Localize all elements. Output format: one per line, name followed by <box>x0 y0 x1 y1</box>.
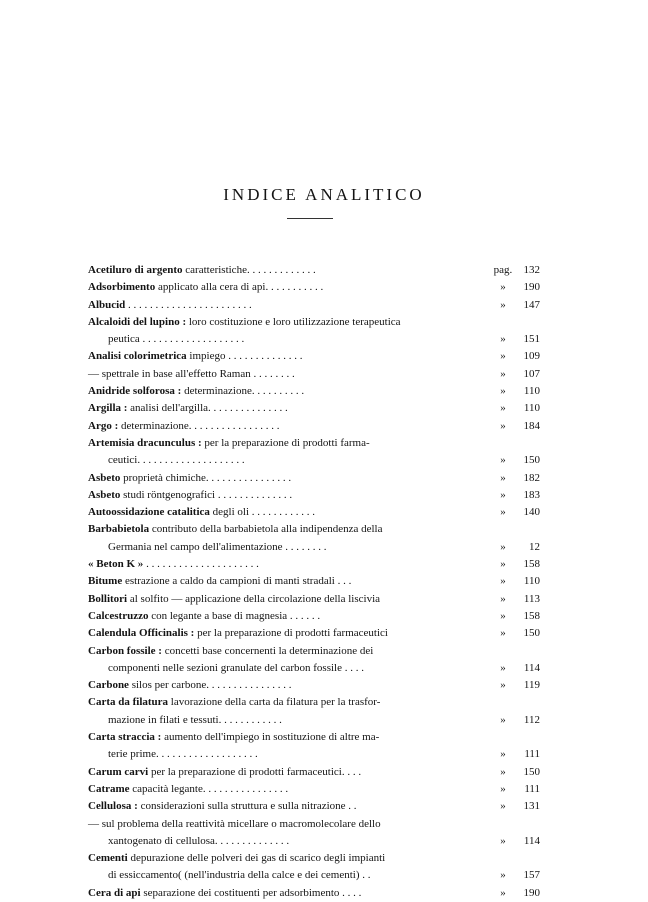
entry-page-number: 184 <box>523 419 540 432</box>
entry-page-prefix: » <box>500 298 506 311</box>
entry-term: Autoossidazione catalitica <box>88 506 210 519</box>
entry-description: . . . . . . . . . . . . . . . . . . . . . . . <box>125 298 252 311</box>
entry-description: separazione dei costituenti per adsorbimento . . . . <box>140 886 362 899</box>
entry-term: Carum carvi <box>88 765 149 778</box>
entry-description: contributo della barbabietola alla indipendenza della <box>149 523 383 536</box>
entry-page-number: 12 <box>529 540 540 553</box>
entry-page-number: 113 <box>523 592 540 605</box>
entry-page-number: 110 <box>523 402 540 415</box>
entry-page-number: 107 <box>523 367 540 380</box>
index-entry <box>88 798 540 815</box>
index-entry <box>88 348 540 365</box>
entry-description: lavorazione della carta da filatura per la trasfor- <box>168 696 381 709</box>
entry-page-prefix: » <box>500 627 506 640</box>
title-underline <box>287 218 333 219</box>
entry-page-prefix: » <box>500 419 506 432</box>
entry-page-prefix: » <box>500 748 506 761</box>
entry-page-number: 111 <box>524 782 540 795</box>
entry-description: depurazione delle polveri dei gas di scarico degli impianti <box>127 852 386 865</box>
entry-description: considerazioni sulla struttura e sulla nitrazione . . <box>137 800 357 813</box>
entry-description: con legante a base di magnesia . . . . . . <box>148 609 321 622</box>
entry-page-prefix: » <box>500 402 506 415</box>
entry-page-number: 150 <box>523 454 540 467</box>
entry-page-number: 114 <box>523 834 540 847</box>
entry-description: per la preparazione di prodotti farma- <box>201 436 370 449</box>
index-entry <box>88 297 540 314</box>
index-entry <box>88 556 540 573</box>
index-entry <box>88 625 540 642</box>
entry-description: applicato alla cera di api. . . . . . . . . . . <box>155 281 324 294</box>
entry-term: Argo : <box>88 419 119 432</box>
entry-page-number: 190 <box>523 281 540 294</box>
entry-page-prefix: » <box>500 592 506 605</box>
entry-term: Carbone <box>88 679 129 692</box>
entry-description: al solfito — applicazione della circolazione della liscivia <box>127 592 381 605</box>
entry-page-prefix: » <box>500 679 506 692</box>
entry-description: ceutici. . . . . . . . . . . . . . . . . . . . <box>108 454 245 467</box>
entry-page-number: 112 <box>523 713 540 726</box>
entry-page-prefix: » <box>500 800 506 813</box>
entry-description: loro costituzione e loro utilizzazione terapeutica <box>186 315 401 328</box>
entry-page-number: 114 <box>523 661 540 674</box>
entry-term: Carta da filatura <box>88 696 169 709</box>
entry-term: Barbabietola <box>88 523 150 536</box>
entry-term: Argilla : <box>88 402 128 415</box>
entry-page-number: 158 <box>523 609 540 622</box>
index-list <box>88 262 540 902</box>
entry-description: mazione in filati e tessuti. . . . . . . . . . . . <box>108 713 282 726</box>
index-entry <box>88 504 540 521</box>
entry-description: — spettrale in base all'effetto Raman . . . . . . . . <box>88 367 295 380</box>
entry-description: caratteristiche. . . . . . . . . . . . . <box>182 264 316 276</box>
entry-description: silos per carbone. . . . . . . . . . . . . . . . <box>128 679 292 692</box>
entry-description: studi röntgenografici . . . . . . . . . . . . . . <box>120 488 293 501</box>
entry-page-number: 151 <box>523 333 540 346</box>
entry-description: per la preparazione di prodotti farmaceutici. . . . <box>148 765 362 778</box>
entry-page-prefix: pag. <box>493 264 513 276</box>
entry-description: componenti nelle sezioni granulate del carbon fossile . . . . <box>108 661 364 674</box>
index-entry <box>88 694 540 711</box>
entry-page-number: 158 <box>523 558 540 571</box>
entry-page-prefix: » <box>500 782 506 795</box>
entry-page-prefix: » <box>500 506 506 519</box>
index-entry-continuation <box>88 660 540 677</box>
index-entry <box>88 314 540 331</box>
entry-page-prefix: » <box>500 869 506 882</box>
entry-term: Alcaloidi del lupino : <box>88 315 187 328</box>
index-entry-continuation <box>88 746 540 763</box>
entry-term: Artemisia dracunculus : <box>88 436 202 449</box>
index-entry <box>88 366 540 383</box>
entry-description: peutica . . . . . . . . . . . . . . . . . . . <box>108 333 245 346</box>
entry-description: terie prime. . . . . . . . . . . . . . . . . . . <box>108 748 258 761</box>
entry-term: Analisi colorimetrica <box>88 350 187 363</box>
index-entry <box>88 764 540 781</box>
entry-page-prefix: » <box>500 281 506 294</box>
index-entry <box>88 400 540 417</box>
entry-page-prefix: » <box>500 350 506 363</box>
index-entry <box>88 781 540 798</box>
entry-page-prefix: » <box>500 540 506 553</box>
index-entry <box>88 487 540 504</box>
entry-description: capacità legante. . . . . . . . . . . . . . . . <box>129 782 289 795</box>
entry-description: xantogenato di cellulosa. . . . . . . . . . . . . . <box>108 834 290 847</box>
entry-page-prefix: » <box>500 886 506 899</box>
entry-page-prefix: » <box>500 713 506 726</box>
entry-page-prefix: » <box>500 558 506 571</box>
entry-term: Carta straccia : <box>88 731 162 744</box>
entry-page-prefix: » <box>500 609 506 622</box>
entry-description: . . . . . . . . . . . . . . . . . . . . . <box>143 558 259 571</box>
entry-description: Germania nel campo dell'alimentazione . . . . . . . . <box>108 540 327 553</box>
entry-term: Cellulosa : <box>88 800 138 813</box>
entry-page-prefix: » <box>500 454 506 467</box>
entry-description: per la preparazione di prodotti farmaceutici <box>194 627 388 640</box>
index-entry <box>88 643 540 660</box>
entry-description: impiego . . . . . . . . . . . . . . <box>186 350 303 363</box>
page-title: INDICE ANALITICO <box>223 185 425 204</box>
index-entry <box>88 279 540 296</box>
index-entry <box>88 262 540 279</box>
entry-page-number: 110 <box>523 385 540 398</box>
entry-term: Cementi <box>88 852 128 865</box>
entry-description: — sul problema della reattività micellare o macromolecolare dello <box>88 817 381 830</box>
index-entry <box>88 850 540 867</box>
entry-page-prefix: » <box>500 834 506 847</box>
index-entry-continuation <box>88 833 540 850</box>
entry-page-number: 119 <box>523 679 540 692</box>
entry-term: Bollitori <box>88 592 128 605</box>
entry-term: Carbon fossile : <box>88 644 162 657</box>
entry-term: Asbeto <box>88 488 121 501</box>
entry-page-prefix: » <box>500 575 506 588</box>
index-entry <box>88 418 540 435</box>
index-entry-continuation <box>88 867 540 884</box>
entry-page-number: 157 <box>523 869 540 882</box>
index-entry <box>88 383 540 400</box>
entry-page-prefix: » <box>500 765 506 778</box>
entry-description: determinazione. . . . . . . . . . . . . . . . . <box>118 419 280 432</box>
index-entry <box>88 816 540 833</box>
entry-term: Adsorbimento <box>88 281 156 294</box>
entry-term: Anidride solforosa : <box>88 385 182 398</box>
entry-page-number: 110 <box>523 575 540 588</box>
index-entry-continuation <box>88 331 540 348</box>
entry-description: aumento dell'impiego in sostituzione di altre ma- <box>161 731 380 744</box>
index-entry-continuation <box>88 539 540 556</box>
index-entry <box>88 608 540 625</box>
entry-term: Cera di api <box>88 886 141 899</box>
entry-description: estrazione a caldo da campioni di manti stradali . . . <box>122 575 352 588</box>
entry-page-number: 132 <box>523 264 540 276</box>
entry-page-prefix: » <box>500 471 506 484</box>
entry-page-prefix: » <box>500 385 506 398</box>
entry-description: di essiccamento( (nell'industria della calce e dei cementi) . . <box>108 869 371 882</box>
entry-page-prefix: » <box>500 333 506 346</box>
entry-page-number: 131 <box>523 800 540 813</box>
entry-page-number: 111 <box>524 748 540 761</box>
entry-page-number: 147 <box>523 298 540 311</box>
entry-term: Calcestruzzo <box>88 609 149 622</box>
entry-page-number: 150 <box>523 627 540 640</box>
entry-page-prefix: » <box>500 488 506 501</box>
entry-page-number: 190 <box>523 886 540 899</box>
entry-page-number: 182 <box>523 471 540 484</box>
entry-page-number: 150 <box>523 765 540 778</box>
index-entry <box>88 435 540 452</box>
entry-term: Asbeto <box>88 471 121 484</box>
entry-description: analisi dell'argilla. . . . . . . . . . . . . . . <box>127 402 288 415</box>
entry-page-prefix: » <box>500 367 506 380</box>
entry-description: concetti base concernenti la determinazione dei <box>161 644 374 657</box>
index-entry <box>88 729 540 746</box>
entry-description: determinazione. . . . . . . . . . <box>181 385 305 398</box>
entry-page-number: 109 <box>523 350 540 363</box>
index-entry <box>88 885 540 902</box>
entry-term: « Beton K » <box>88 558 144 571</box>
entry-term: Acetiluro di argento <box>88 264 183 276</box>
index-entry-continuation <box>88 712 540 729</box>
entry-term: Catrame <box>88 782 130 795</box>
index-entry <box>88 591 540 608</box>
entry-page-number: 183 <box>523 488 540 501</box>
index-entry <box>88 573 540 590</box>
entry-description: proprietà chimiche. . . . . . . . . . . . . . . . <box>120 471 292 484</box>
index-entry <box>88 470 540 487</box>
entry-page-number: 140 <box>523 506 540 519</box>
index-entry <box>88 521 540 538</box>
entry-term: Calendula Officinalis : <box>88 627 195 640</box>
entry-description: degli oli . . . . . . . . . . . . <box>209 506 316 519</box>
index-entry-continuation <box>88 452 540 469</box>
index-entry <box>88 677 540 694</box>
entry-term: Albucid <box>88 298 126 311</box>
entry-term: Bitume <box>88 575 123 588</box>
entry-page-prefix: » <box>500 661 506 674</box>
